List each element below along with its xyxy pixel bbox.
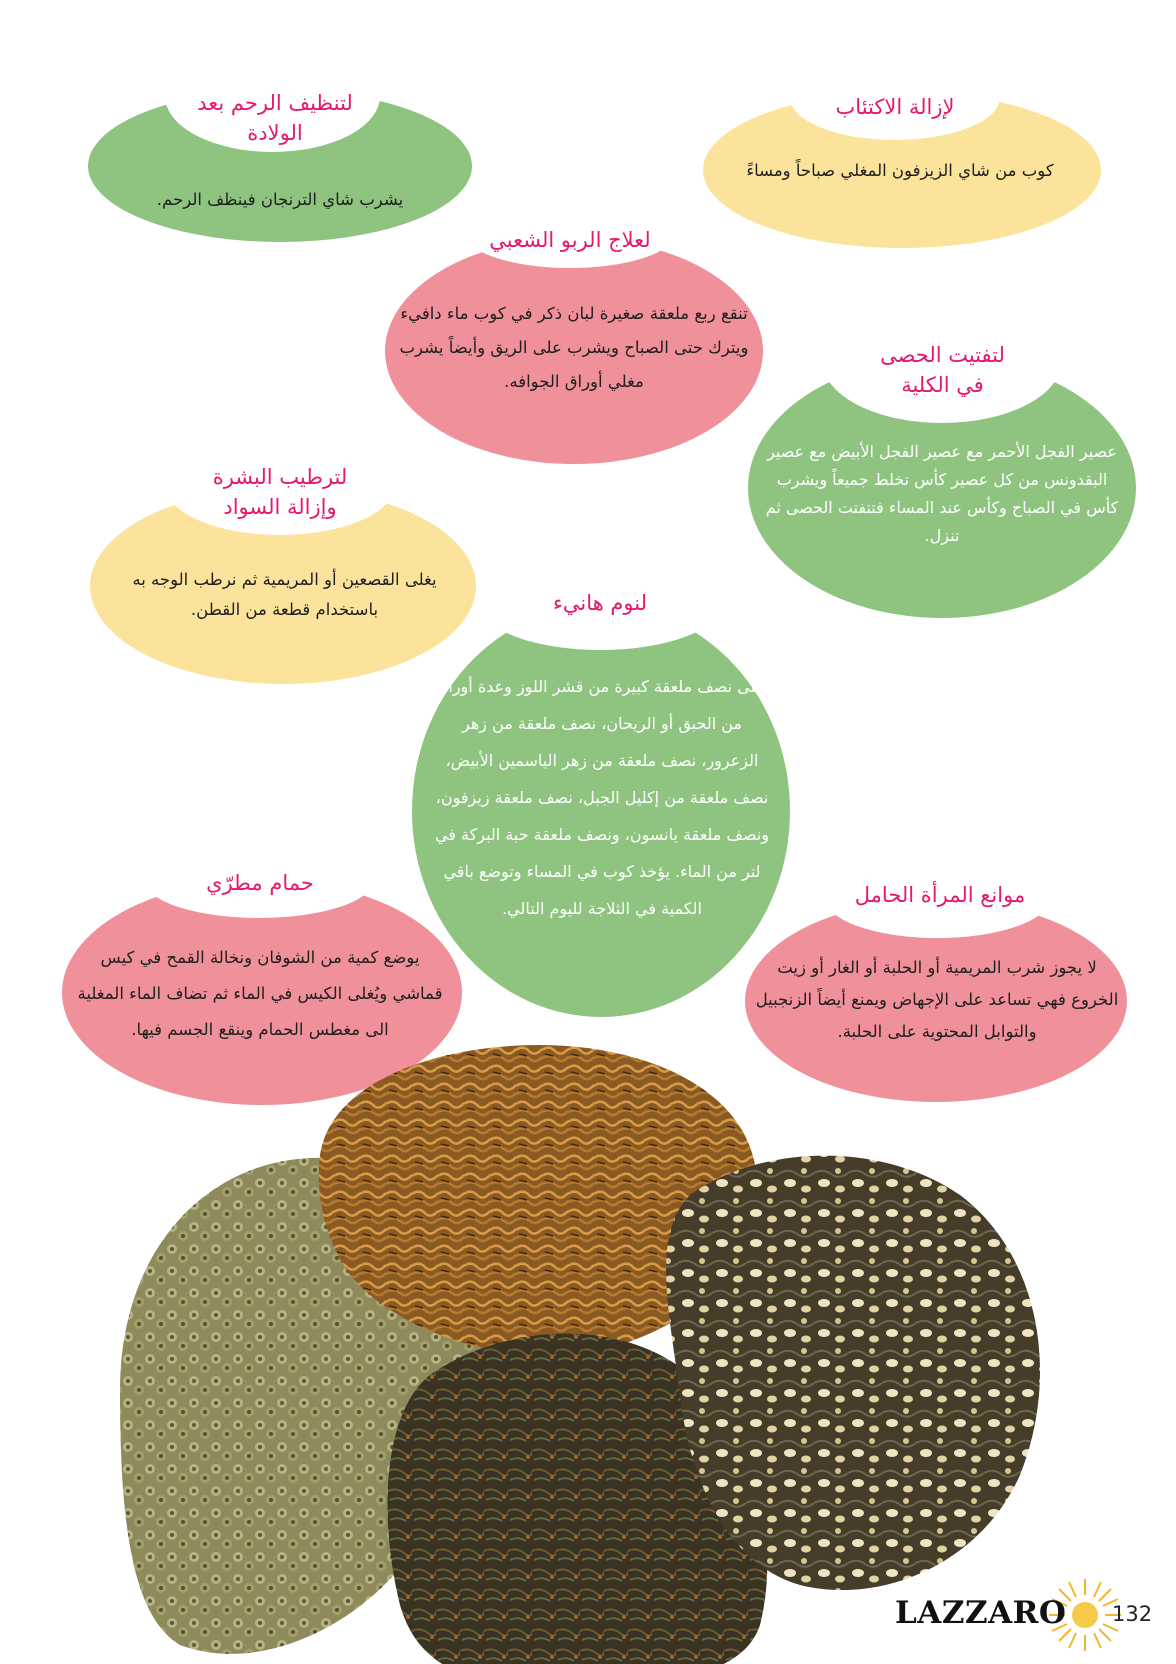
tip-pregnancy-body: لا يجوز شرب المريمية أو الحلبة أو الغار أو زيت الخروع فهي تساعد على الإجهاض ويمنع أيضاً الزنجبيل والتوابل المحتوية على الحلبة. (755, 958, 1119, 1041)
tip-uterus-body: يشرب شاي الترنجان فينظف الرحم. (156, 190, 404, 209)
tip-asthma-title: لعلاج الربو الشعبي (489, 228, 651, 252)
tip-kidney-title: لتفتيت الحصى في الكلية (880, 343, 1005, 397)
tip-skin-body: يغلى القصعين أو المريمية ثم نرطب الوجه به باستخدام قطعة من القطن. (132, 570, 437, 619)
tip-uterus-title: لتنظيف الرحم بعد الولادة (197, 91, 353, 145)
tip-pregnancy-title: موانع المرأة الحامل (854, 883, 1026, 907)
tip-depression-body: كوب من شاي الزيزفون المغلي صباحاً ومساءً (746, 161, 1054, 180)
tip-kidney-body: عصير الفجل الأحمر مع عصير الفجل الأبيض مع عصير البقدونس من كل عصير كأس تخلط جميعاً ويشرب كأس في الصباح وكأس عند المساء فتتفتت الحصى ثم تنزل. (765, 442, 1119, 545)
tip-depression-title: لإزالة الاكتئاب (835, 95, 955, 119)
tea-leaves-image (100, 1045, 1100, 1664)
tip-bath-body: يوضع كمية من الشوفان ونخالة القمح في كيس قماشي ويُغلى الكيس في الماء ثم تضاف الماء المغلية الى مغطس الحمام وينقع الجسم فيها. (77, 948, 443, 1039)
tip-asthma-body: تنقع ربع ملعقة صغيرة لبان ذكر في كوب ماء دافيء ويترك حتى الصباح ويشرب على الريق وأيضاً يشرب مغلي أوراق الجوافه. (399, 304, 749, 391)
tip-sleep-title: لنوم هانيء (553, 591, 647, 615)
tip-sleep-body: تغلى نصف ملعقة كبيرة من قشر اللوز وعدة أوراق من الحبق أو الريحان، نصف ملعقة من زهر الزعرور، نصف ملعقة من زهر الياسمين الأبيض، نصف ملعقة من إكليل الجبل، نصف ملعقة زيزفون، ونصف ملعقة يانسون، ونصف ملعقة حبة البركة في لتر من الماء. يؤخذ كوب في المساء وتوضع باقي الكمية في الثلاجة لليوم التالي. (434, 677, 770, 918)
tip-bath-title: حمام مطرّي (206, 871, 314, 895)
page-number: 132 (1112, 1602, 1153, 1626)
brand-logo-text: LAZZARO (895, 1595, 1067, 1631)
tip-skin-title: لترطيب البشرة وإزالة السواد (212, 465, 348, 519)
